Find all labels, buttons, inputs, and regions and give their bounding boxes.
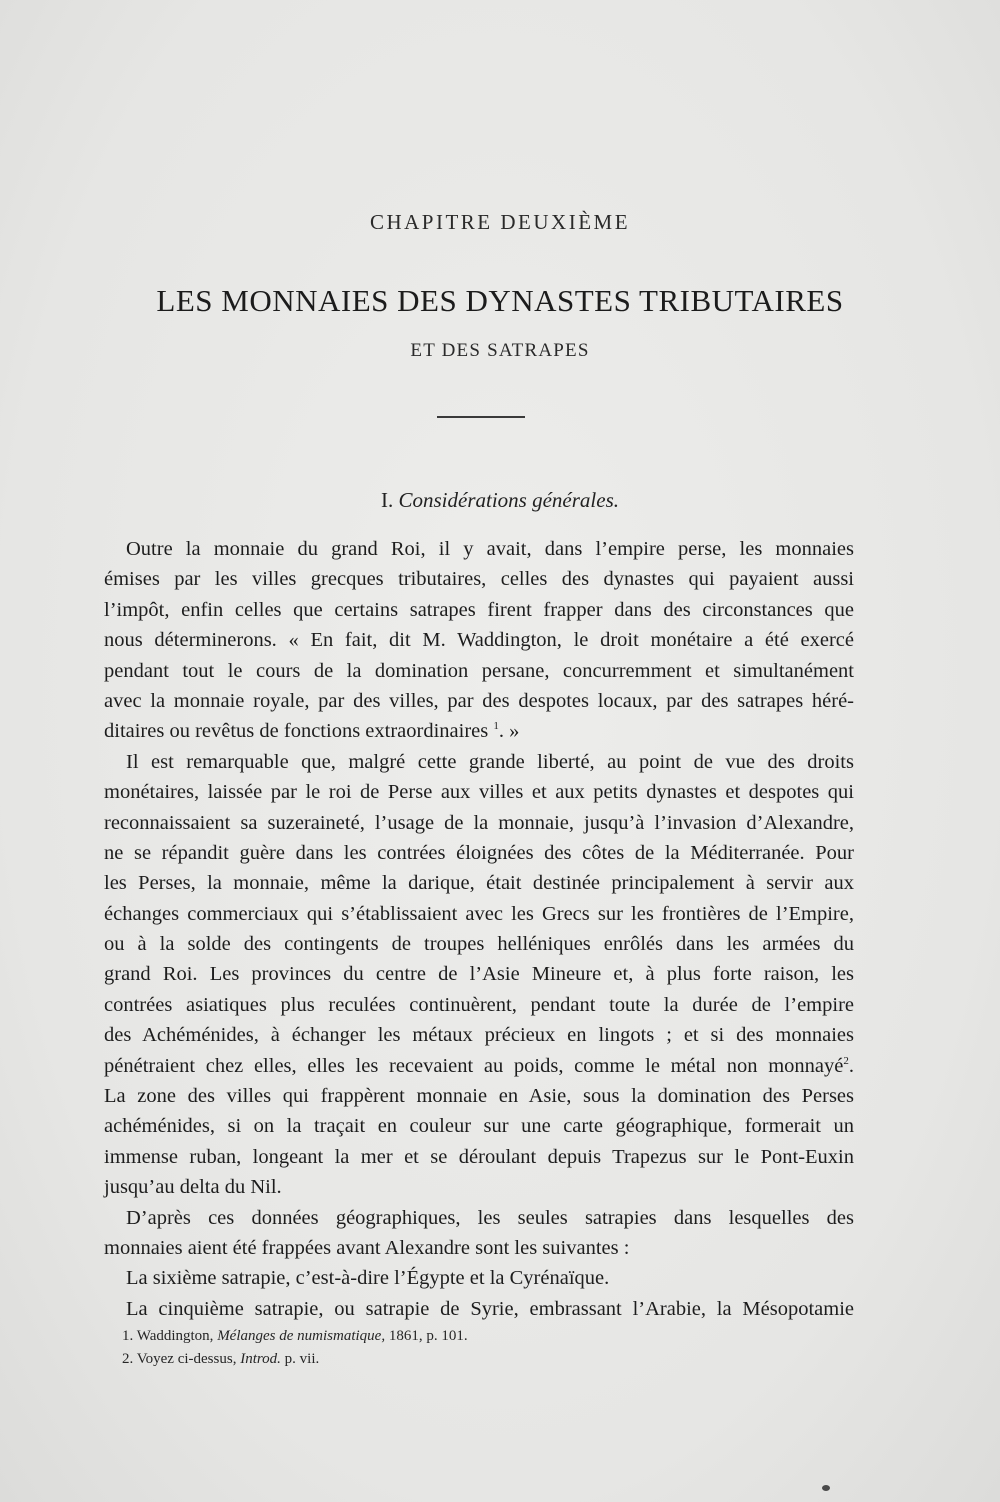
text-segment: . » [498,720,520,743]
text-line: La zone des villes qui frappèrent monnaie en Asie, sous la domination des Perses [104,1085,854,1108]
text-line: contrées asiatiques plus reculées continuèrent, pendant toute la durée de l’empire [104,993,854,1016]
text-line [104,1051,854,1081]
ink-speck [822,1485,830,1491]
text-line: jusqu’au delta du Nil. [104,1176,282,1199]
text-line: monétaires, laissée par le roi de Perse aux villes et aux petits dynastes et despotes qui [104,781,854,804]
text-segment: ditaires ou revêtus de fonctions extraordinaires [104,720,489,743]
text-line: grand Roi. Les provinces du centre de l’Asie Mineure et, à plus forte raison, les [104,963,854,986]
text-line: La sixième satrapie, c’est-à-dire l’Égypte et la Cyrénaïque. [126,1267,610,1290]
footnote-pre: Voyez ci-dessus, [136,1351,237,1367]
footnote-author: Waddington, [136,1328,214,1344]
footnote-marker: 1 [493,720,499,733]
text-line: pendant tout le cours de la domination persane, concurremment et simultanément [104,659,854,682]
text-line: nous déterminerons. « En fait, dit M. Waddington, le droit monétaire a été exercé [104,629,854,652]
text-line [104,716,854,746]
title-rule [437,416,525,418]
text-segment: . [848,1054,854,1077]
text-line: La cinquième satrapie, ou satrapie de Syrie, embrassant l’Arabie, la Mésopotamie [126,1297,854,1320]
text-line: avec la monnaie royale, par des villes, par des despotes locaux, par des satrapes héré- [104,689,854,712]
chapter-label: CHAPITRE DEUXIÈME [369,210,631,234]
footnote-1 [122,1325,722,1348]
footnote-work: Mélanges de numismatique, [217,1328,386,1344]
footnotes [122,1325,722,1371]
text-line: les Perses, la monnaie, même la darique, était destinée principalement à servir aux [104,872,854,895]
footnote-number: 1. [122,1328,134,1344]
text-segment: pénétraient chez elles, elles les recevaient au poids, comme le métal non monnayé [104,1054,844,1077]
text-line: immense ruban, longeant la mer et se déroulant depuis Trapezus sur le Pont-Euxin [104,1145,854,1168]
text-line: émises par les villes grecques tributaires, celles des dynastes qui payaient aussi [104,568,854,591]
text-line: monnaies aient été frappées avant Alexandre sont les suivantes : [104,1236,630,1259]
section-heading [0,488,1000,513]
text-line: ou à la solde des contingents de troupes helléniques enrôlés dans les armées du [104,933,854,956]
text-line: l’impôt, enfin celles que certains satrapes firent frapper dans des circonstances que [104,598,854,621]
chapter-title: LES MONNAIES DES DYNASTES TRIBUTAIRES [156,283,844,318]
footnote-number: 2. [122,1351,134,1367]
footnote-marker: 2 [843,1054,849,1067]
footnote-work: Introd. [240,1351,281,1367]
body-text [104,534,854,1324]
section-title: Considérations générales. [398,488,619,512]
text-line: reconnaissaient sa suzeraineté, l’usage de la monnaie, jusqu’à l’invasion d’Alexandre, [104,811,854,834]
text-line: Il est remarquable que, malgré cette grande liberté, au point de vue des droits [126,750,854,773]
section-number: I. [381,488,394,512]
text-line: D’après ces données géographiques, les seules satrapies dans lesquelles des [126,1206,854,1229]
text-line: ne se répandit guère dans les contrées éloignées des côtes de la Méditerranée. Pour [104,841,854,864]
footnote-rest: 1861, p. 101. [388,1328,468,1344]
chapter-subtitle: ET DES SATRAPES [410,340,590,361]
text-line: échanges commerciaux qui s’établissaient avec les Grecs sur les frontières de l’Empire, [104,902,854,925]
footnote-2 [122,1348,722,1371]
footnote-rest: p. vii. [284,1351,320,1367]
text-line: achéménides, si on la traçait en couleur sur une carte géographique, formerait un [104,1115,854,1138]
text-line: des Achéménides, à échanger les métaux précieux en lingots ; et si des monnaies [104,1024,854,1047]
text-line: Outre la monnaie du grand Roi, il y avait, dans l’empire perse, les monnaies [126,538,854,560]
